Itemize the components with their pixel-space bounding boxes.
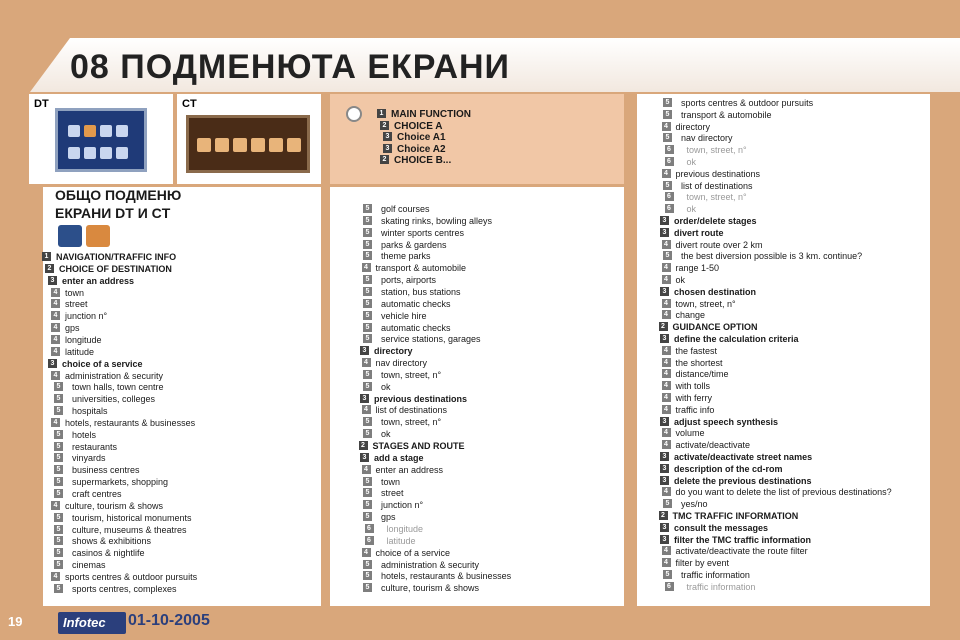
menu-item-label: culture, tourism & shows	[65, 500, 164, 511]
menu-item-label: CHOICE A	[394, 120, 443, 132]
menu-item-label: ok	[381, 429, 391, 440]
level-badge: 4	[51, 371, 60, 380]
menu-item-label: town, street, n°	[675, 298, 736, 309]
level-badge: 5	[363, 228, 372, 237]
menu-item-label: service stations, garages	[381, 334, 481, 345]
level-badge: 5	[54, 525, 63, 534]
level-badge: 5	[54, 584, 63, 593]
level-badge: 3	[383, 132, 392, 141]
menu-item-label: CHOICE B...	[394, 155, 452, 167]
level-badge: 1	[42, 252, 51, 261]
menu-item-label: STAGES AND ROUTE	[372, 441, 465, 451]
dt-menu-icon	[68, 125, 80, 137]
dt-menu-icon	[100, 125, 112, 137]
edition-date: 01-10-2005	[128, 612, 210, 629]
menu-item-label: define the calculation criteria	[674, 334, 799, 344]
level-badge: 3	[360, 346, 369, 355]
menu-item-label: filter by event	[675, 558, 730, 569]
level-badge: 2	[659, 511, 668, 520]
level-badge: 4	[362, 405, 371, 414]
menu-item-label: chosen destination	[674, 286, 757, 297]
menu-item-label: delete the previous destinations	[674, 475, 812, 486]
menu-item-label: town, street, n°	[381, 369, 442, 380]
level-badge: 3	[660, 417, 669, 426]
menu-item-label: ok	[686, 157, 697, 167]
menu-item-label: transport & automobile	[681, 109, 772, 120]
level-badge: 3	[660, 216, 669, 225]
menu-item-label: administration & security	[381, 559, 480, 570]
menu-item-label: the shortest	[675, 357, 723, 368]
level-badge: 3	[660, 334, 669, 343]
level-badge: 4	[51, 288, 60, 297]
dt-menu-icon	[116, 147, 128, 159]
level-badge: 3	[660, 464, 669, 473]
level-badge: 5	[54, 465, 63, 474]
level-badge: 4	[662, 240, 671, 249]
overview-heading	[55, 186, 181, 222]
level-badge: 5	[663, 570, 672, 579]
level-badge: 6	[665, 204, 674, 213]
level-badge: 5	[363, 251, 372, 260]
level-badge: 5	[363, 560, 372, 569]
menu-item-label: the fastest	[675, 345, 718, 356]
menu-item-label: street	[381, 488, 404, 499]
menu-item-label: activate/deactivate	[675, 440, 751, 451]
level-badge: 5	[663, 181, 672, 190]
level-badge: 3	[48, 359, 57, 368]
level-badge: 4	[662, 122, 671, 131]
level-badge: 2	[659, 322, 668, 331]
menu-item-label: skating rinks, bowling alleys	[381, 215, 493, 226]
menu-item-label: directory	[675, 121, 711, 132]
overview-line-2: ЕКРАНИ DT И CT	[55, 205, 171, 221]
menu-item-label: shows & exhibitions	[72, 536, 152, 547]
level-badge: 5	[54, 382, 63, 391]
level-badge: 4	[662, 381, 671, 390]
level-badge: 3	[660, 523, 669, 532]
menu-item-label: nav directory	[375, 358, 428, 369]
level-badge: 4	[662, 358, 671, 367]
menu-item-label: GUIDANCE OPTION	[672, 322, 758, 333]
menu-item-label: filter the TMC traffic information	[674, 534, 811, 545]
level-badge: 4	[662, 299, 671, 308]
level-badge: 4	[662, 275, 671, 284]
menu-item-label: Choice A2	[397, 143, 446, 155]
menu-item-label: theme parks	[381, 251, 431, 262]
menu-item-label: culture, tourism & shows	[381, 583, 480, 594]
level-badge: 5	[363, 571, 372, 580]
level-badge: 5	[363, 382, 372, 391]
level-badge: 1	[377, 109, 386, 118]
ct-menu-icon	[215, 138, 229, 152]
menu-item-label: sports centres & outdoor pursuits	[681, 98, 814, 108]
menu-item-label: culture, museums & theatres	[72, 524, 187, 535]
menu-item-label: latitude	[386, 535, 416, 546]
level-badge: 4	[51, 347, 60, 356]
level-badge: 4	[51, 418, 60, 427]
level-badge: 5	[54, 548, 63, 557]
level-badge: 3	[360, 453, 369, 462]
menu-item-label: with ferry	[675, 393, 713, 403]
level-badge: 5	[663, 133, 672, 142]
level-badge: 4	[662, 393, 671, 402]
level-badge: 4	[662, 169, 671, 178]
level-badge: 5	[54, 453, 63, 462]
level-badge: 5	[363, 275, 372, 284]
level-badge: 5	[663, 499, 672, 508]
menu-item-label: hotels, restaurants & businesses	[381, 571, 512, 582]
level-badge: 5	[54, 489, 63, 498]
menu-item-label: ok	[675, 275, 686, 285]
menu-item-label: nav directory	[681, 133, 733, 144]
level-badge: 5	[54, 430, 63, 439]
menu-item-label: sports centres, complexes	[72, 583, 177, 594]
level-badge: 2	[45, 264, 54, 273]
level-badge: 4	[51, 323, 60, 332]
menu-item-label: description of the cd-rom	[674, 463, 783, 474]
level-badge: 5	[363, 417, 372, 426]
level-badge: 6	[665, 582, 674, 591]
menu-item-label: longitude	[65, 334, 102, 345]
menu-item-label: change	[675, 310, 706, 321]
dt-screen-image	[55, 108, 147, 172]
level-badge: 3	[660, 287, 669, 296]
level-badge: 5	[363, 477, 372, 486]
level-badge: 3	[660, 228, 669, 237]
menu-item-label: gps	[65, 323, 80, 334]
ct-label: CT	[182, 98, 197, 110]
level-badge: 4	[51, 501, 60, 510]
level-badge: 5	[363, 311, 372, 320]
menu-item-label: vinyards	[72, 453, 106, 464]
level-badge: 6	[365, 536, 374, 545]
navigation-icon	[58, 225, 82, 247]
level-badge: 4	[662, 369, 671, 378]
infotec-logo: Infotec	[58, 612, 126, 634]
level-badge: 4	[362, 548, 371, 557]
level-badge: 4	[662, 346, 671, 355]
level-badge: 6	[665, 157, 674, 166]
menu-item-label: gps	[381, 512, 396, 523]
menu-item-label: restaurants	[72, 441, 118, 452]
level-badge: 5	[363, 488, 372, 497]
ct-screen-image	[186, 115, 310, 173]
menu-item-label: automatic checks	[381, 322, 451, 333]
menu-item-label: list of destinations	[681, 180, 753, 191]
menu-item-label: choice of a service	[375, 547, 451, 558]
level-badge: 5	[54, 477, 63, 486]
menu-item-label: junction n°	[65, 311, 108, 322]
menu-item-label: volume	[675, 428, 705, 439]
level-badge: 5	[54, 442, 63, 451]
level-badge: 4	[662, 440, 671, 449]
level-badge: 4	[662, 263, 671, 272]
menu-item-label: administration & security	[65, 370, 164, 381]
menu-item-label: cinemas	[72, 560, 106, 571]
dt-label: DT	[34, 98, 49, 110]
ct-menu-icon	[197, 138, 211, 152]
menu-item-label: vehicle hire	[381, 310, 427, 321]
menu-item-label: order/delete stages	[674, 216, 757, 226]
menu-item-label: junction n°	[381, 500, 424, 511]
level-badge: 4	[362, 465, 371, 474]
menu-item-label: traffic info	[675, 404, 715, 415]
level-badge: 3	[660, 452, 669, 461]
menu-item-label: the best diversion possible is 3 km. continue?	[681, 251, 863, 262]
level-badge: 4	[362, 263, 371, 272]
menu-item-label: NAVIGATION/TRAFFIC INFO	[56, 252, 177, 262]
menu-item-label: town	[65, 287, 85, 298]
menu-item-label: craft centres	[72, 489, 122, 499]
menu-item-label: business centres	[72, 465, 140, 476]
level-badge: 6	[365, 524, 374, 533]
level-badge: 6	[665, 192, 674, 201]
menu-item-label: adjust speech synthesis	[674, 416, 779, 427]
level-badge: 5	[363, 204, 372, 213]
menu-item-label: directory	[374, 346, 413, 357]
level-badge: 5	[363, 500, 372, 509]
level-badge: 2	[380, 155, 389, 164]
level-badge: 3	[48, 276, 57, 285]
menu-item-label: enter an address	[375, 464, 444, 475]
level-badge: 5	[363, 512, 372, 521]
menu-item-label: add a stage	[374, 452, 424, 463]
dt-menu-icon	[84, 147, 96, 159]
menu-item-label: transport & automobile	[375, 263, 467, 274]
ct-menu-icon	[251, 138, 265, 152]
menu-item-label: tourism, historical monuments	[72, 512, 192, 523]
level-badge: 4	[51, 311, 60, 320]
menu-item-label: ports, airports	[381, 275, 437, 286]
menu-item-label: traffic information	[681, 570, 750, 580]
level-badge: 5	[363, 240, 372, 249]
level-badge: 5	[663, 110, 672, 119]
menu-item-label: divert route over 2 km	[675, 239, 763, 250]
menu-item-label: traffic information	[686, 581, 756, 592]
menu-item-label: range 1-50	[675, 263, 720, 274]
menu-item-label: longitude	[386, 523, 424, 534]
level-badge: 4	[662, 558, 671, 567]
level-badge: 4	[662, 310, 671, 319]
menu-item-label: consult the messages	[674, 522, 769, 533]
level-badge: 4	[51, 572, 60, 581]
level-badge: 4	[662, 428, 671, 437]
dt-menu-icon	[116, 125, 128, 137]
menu-item-label: list of destinations	[375, 405, 448, 416]
menu-item-label: ok	[381, 381, 391, 392]
level-badge: 5	[363, 583, 372, 592]
menu-item-label: town, street, n°	[381, 417, 442, 428]
menu-item-label: universities, colleges	[72, 394, 156, 405]
level-badge: 4	[662, 405, 671, 414]
brightness-icon	[346, 106, 362, 122]
ct-menu-icon	[287, 138, 301, 152]
menu-item-label: activate/deactivate street names	[674, 452, 813, 462]
menu-item-label: latitude	[65, 346, 95, 357]
level-badge: 4	[51, 299, 60, 308]
menu-item-label: divert route	[674, 227, 724, 238]
menu-item-label: Choice A1	[397, 132, 446, 144]
level-badge: 5	[54, 513, 63, 522]
level-badge: 5	[363, 216, 372, 225]
level-badge: 3	[383, 144, 392, 153]
dt-menu-icon	[84, 125, 96, 137]
menu-item-label: winter sports centres	[381, 227, 465, 238]
menu-item-label: ok	[686, 204, 697, 215]
menu-item-label: yes/no	[681, 499, 708, 510]
level-badge: 5	[663, 98, 672, 107]
level-badge: 5	[363, 334, 372, 343]
ct-menu-icon	[269, 138, 283, 152]
level-badge: 5	[363, 299, 372, 308]
page-title: 08 ПОДМЕНЮТА ЕКРАНИ	[70, 48, 510, 86]
menu-item-label: hospitals	[72, 406, 108, 417]
menu-item-label: activate/deactivate the route filter	[675, 546, 808, 557]
legend-panel	[330, 94, 624, 184]
level-badge: 5	[54, 406, 63, 415]
level-badge: 5	[54, 536, 63, 545]
level-badge: 6	[665, 145, 674, 154]
menu-item-label: street	[65, 299, 88, 310]
menu-item-label: distance/time	[675, 369, 729, 380]
menu-item-label: supermarkets, shopping	[72, 477, 169, 488]
menu-item-label: hotels	[72, 429, 97, 440]
menu-item-label: previous destinations	[374, 393, 468, 404]
menu-item-label: TMC TRAFFIC INFORMATION	[672, 511, 799, 521]
level-badge: 5	[363, 287, 372, 296]
level-badge: 4	[51, 335, 60, 344]
level-badge: 2	[380, 121, 389, 130]
ct-menu-icon	[233, 138, 247, 152]
menu-item-label: station, bus stations	[381, 286, 461, 297]
level-badge: 5	[54, 560, 63, 569]
menu-item-label: town	[381, 476, 401, 487]
menu-item-label: do you want to delete the list of previous destinations?	[675, 487, 892, 498]
menu-item-label: town halls, town centre	[72, 382, 164, 393]
level-badge: 5	[363, 429, 372, 438]
menu-item-label: golf courses	[381, 204, 430, 214]
level-badge: 3	[660, 535, 669, 544]
menu-item-label: CHOICE OF DESTINATION	[59, 263, 172, 274]
menu-item-label: choice of a service	[62, 358, 143, 369]
menu-item-label: hotels, restaurants & businesses	[65, 417, 196, 428]
level-badge: 2	[359, 441, 368, 450]
level-badge: 5	[363, 323, 372, 332]
menu-item-label: town, street, n°	[686, 192, 747, 203]
level-badge: 3	[660, 476, 669, 485]
menu-item-label: MAIN FUNCTION	[391, 109, 471, 120]
dt-menu-icon	[68, 147, 80, 159]
navigation-icon-ct	[86, 225, 110, 247]
page-number: 19	[8, 614, 23, 629]
menu-item-label: sports centres & outdoor pursuits	[65, 571, 198, 582]
level-badge: 4	[662, 546, 671, 555]
level-badge: 3	[360, 394, 369, 403]
level-badge: 4	[662, 487, 671, 496]
level-badge: 4	[362, 358, 371, 367]
overview-line-1: ОБЩО ПОДМЕНЮ	[55, 187, 182, 203]
menu-item-label: with tolls	[675, 381, 711, 392]
menu-item-label: parks & gardens	[381, 239, 447, 250]
menu-item-label: automatic checks	[381, 298, 451, 309]
level-badge: 5	[363, 370, 372, 379]
dt-menu-icon	[100, 147, 112, 159]
menu-item-label: town, street, n°	[686, 145, 747, 156]
level-badge: 5	[54, 394, 63, 403]
menu-item-label: previous destinations	[675, 168, 761, 179]
menu-item-label: enter an address	[62, 275, 135, 286]
menu-item-label: casinos & nightlife	[72, 548, 145, 559]
level-badge: 5	[663, 251, 672, 260]
